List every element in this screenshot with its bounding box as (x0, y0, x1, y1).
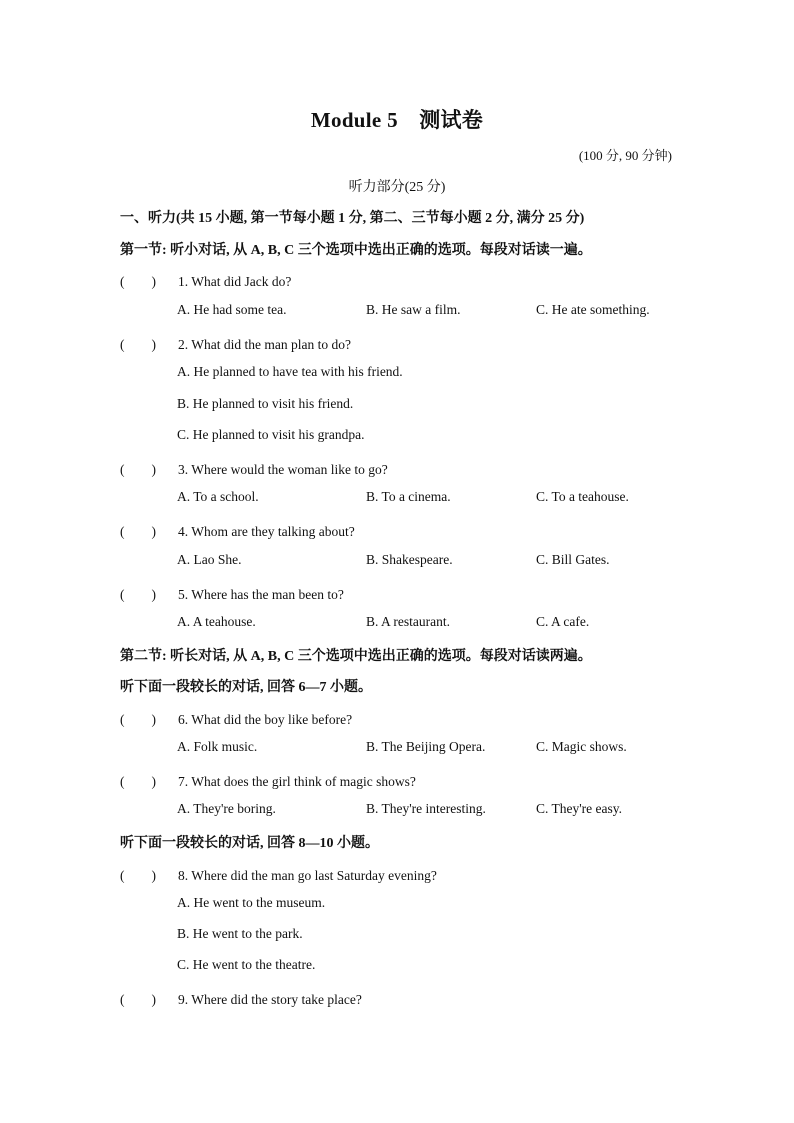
question-number: 3. (178, 462, 192, 477)
question-number: 8. (178, 868, 192, 883)
question-7 (120, 770, 416, 790)
answer-blank[interactable]: ( ) (120, 524, 156, 539)
q7-option-c: C. They're easy. (536, 801, 623, 816)
q6-option-a: A. Folk music. (177, 739, 258, 754)
question-2 (120, 333, 351, 353)
q1-option-c: C. He ate something. (536, 302, 650, 317)
question-6 (120, 708, 352, 728)
part-heading: 听力部分(25 分) (348, 180, 446, 195)
answer-blank[interactable]: ( ) (120, 774, 156, 789)
question-text: Whom are they talking about? (191, 524, 355, 539)
question-8 (120, 864, 437, 884)
q2-option-a: A. He planned to have tea with his friend. (177, 364, 403, 379)
q1-option-a: A. He had some tea. (177, 302, 287, 317)
question-text: Where would the woman like to go? (191, 462, 388, 477)
question-number: 2. (178, 337, 192, 352)
answer-blank[interactable]: ( ) (120, 868, 156, 883)
answer-blank[interactable]: ( ) (120, 587, 156, 602)
intro-6-7: 听下面一段较长的对话, 回答 6—7 小题。 (120, 680, 372, 695)
question-5 (120, 583, 344, 603)
q3-option-a: A. To a school. (177, 489, 259, 504)
q6-option-b: B. The Beijing Opera. (366, 739, 486, 754)
q4-option-b: B. Shakespeare. (366, 552, 453, 567)
question-text: What did the boy like before? (191, 712, 353, 727)
question-4 (120, 520, 355, 540)
question-text: What did the man plan to do? (191, 337, 351, 352)
question-text: Where did the story take place? (191, 992, 362, 1007)
question-number: 5. (178, 587, 192, 602)
q2-option-c: C. He planned to visit his grandpa. (177, 427, 365, 442)
section1-instruction: 第一节: 听小对话, 从 A, B, C 三个选项中选出正确的选项。每段对话读一遍。 (120, 243, 592, 258)
q8-option-c: C. He went to the theatre. (177, 957, 316, 972)
intro-8-10: 听下面一段较长的对话, 回答 8—10 小题。 (120, 836, 379, 851)
q3-option-b: B. To a cinema. (366, 489, 451, 504)
q5-option-b: B. A restaurant. (366, 614, 450, 629)
question-number: 9. (178, 992, 192, 1007)
question-text: Where has the man been to? (191, 587, 344, 602)
q4-option-c: C. Bill Gates. (536, 552, 610, 567)
answer-blank[interactable]: ( ) (120, 274, 156, 289)
q7-option-a: A. They're boring. (177, 801, 276, 816)
q6-option-c: C. Magic shows. (536, 739, 627, 754)
question-text: What does the girl think of magic shows? (191, 774, 416, 789)
answer-blank[interactable]: ( ) (120, 462, 156, 477)
question-1 (120, 270, 291, 290)
question-text: What did Jack do? (191, 274, 292, 289)
q5-option-c: C. A cafe. (536, 614, 590, 629)
page-title: Module 5 测试卷 (310, 108, 484, 132)
question-number: 4. (178, 524, 192, 539)
q3-option-c: C. To a teahouse. (536, 489, 629, 504)
question-number: 1. (178, 274, 192, 289)
q7-option-b: B. They're interesting. (366, 801, 486, 816)
question-number: 7. (178, 774, 192, 789)
question-3 (120, 458, 388, 478)
q4-option-a: A. Lao She. (177, 552, 242, 567)
q8-option-b: B. He went to the park. (177, 926, 303, 941)
section2-instruction: 第二节: 听长对话, 从 A, B, C 三个选项中选出正确的选项。每段对话读两遍。 (120, 649, 592, 664)
question-number: 6. (178, 712, 192, 727)
answer-blank[interactable]: ( ) (120, 337, 156, 352)
answer-blank[interactable]: ( ) (120, 992, 156, 1007)
question-9 (120, 988, 362, 1008)
answer-blank[interactable]: ( ) (120, 712, 156, 727)
q2-option-b: B. He planned to visit his friend. (177, 396, 354, 411)
q5-option-a: A. A teahouse. (177, 614, 256, 629)
q1-option-b: B. He saw a film. (366, 302, 461, 317)
score-time-note: (100 分, 90 分钟) (578, 148, 672, 163)
section-main-instruction: 一、听力(共 15 小题, 第一节每小题 1 分, 第二、三节每小题 2 分, 满分 25 分) (120, 211, 585, 226)
question-text: Where did the man go last Saturday evening? (191, 868, 437, 883)
q8-option-a: A. He went to the museum. (177, 895, 326, 910)
